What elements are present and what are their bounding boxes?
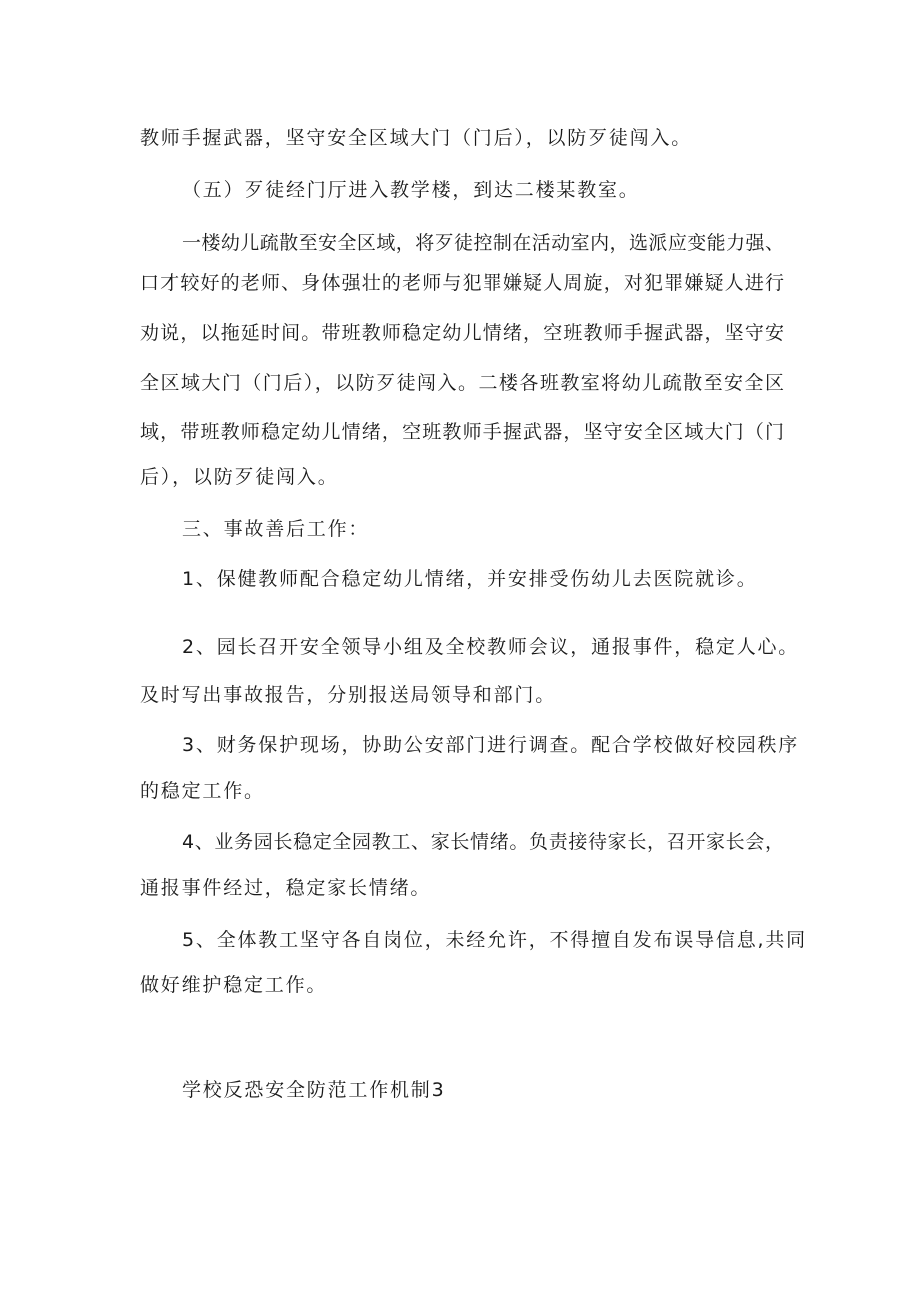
section-heading-5: （五）歹徒经门厅进入教学楼，到达二楼某教室。 — [182, 179, 640, 201]
section-heading-3: 三、事故善后工作： — [182, 518, 370, 540]
list-item-3: 3、财务保护现场，协助公安部门进行调查。配合学校做好校园秩序 — [182, 734, 800, 756]
list-item-4: 4、业务园长稳定全园教工、家长情绪。负责接待家长，召开家长会， — [182, 831, 784, 853]
paragraph-line: 通报事件经过，稳定家长情绪。 — [140, 877, 432, 899]
paragraph-line: 教师手握武器，坚守安全区域大门（门后），以防歹徒闯入。 — [140, 127, 693, 149]
paragraph-line: 的稳定工作。 — [140, 780, 265, 802]
paragraph-line: 全区域大门（门后），以防歹徒闯入。二楼各班教室将幼儿疏散至安全区 — [140, 372, 784, 394]
paragraph-line: 做好维护稳定工作。 — [140, 974, 328, 996]
paragraph-line: 及时写出事故报告，分别报送局领导和部门。 — [140, 684, 557, 706]
list-item-5: 5、全体教工坚守各自岗位，未经允许，不得擅自发布误导信息,共同 — [182, 929, 807, 951]
paragraph-line: 口才较好的老师、身体强壮的老师与犯罪嫌疑人周旋，对犯罪嫌疑人进行 — [140, 272, 784, 294]
list-item-1: 1、保健教师配合稳定幼儿情绪，并安排受伤幼儿去医院就诊。 — [182, 568, 758, 590]
paragraph-line: 劝说，以拖延时间。带班教师稳定幼儿情绪，空班教师手握武器，坚守安 — [140, 322, 784, 344]
list-item-2: 2、园长召开安全领导小组及全校教师会议，通报事件，稳定人心。 — [182, 636, 800, 658]
paragraph-line: 域，带班教师稳定幼儿情绪，空班教师手握武器，坚守安全区域大门（门 — [140, 421, 784, 443]
paragraph-line: 后），以防歹徒闯入。 — [140, 466, 339, 488]
page-heading: 学校反恐安全防范工作机制3 — [182, 1079, 446, 1101]
paragraph-line: 一楼幼儿疏散至安全区域，将歹徒控制在活动室内，选派应变能力强、 — [182, 232, 784, 254]
